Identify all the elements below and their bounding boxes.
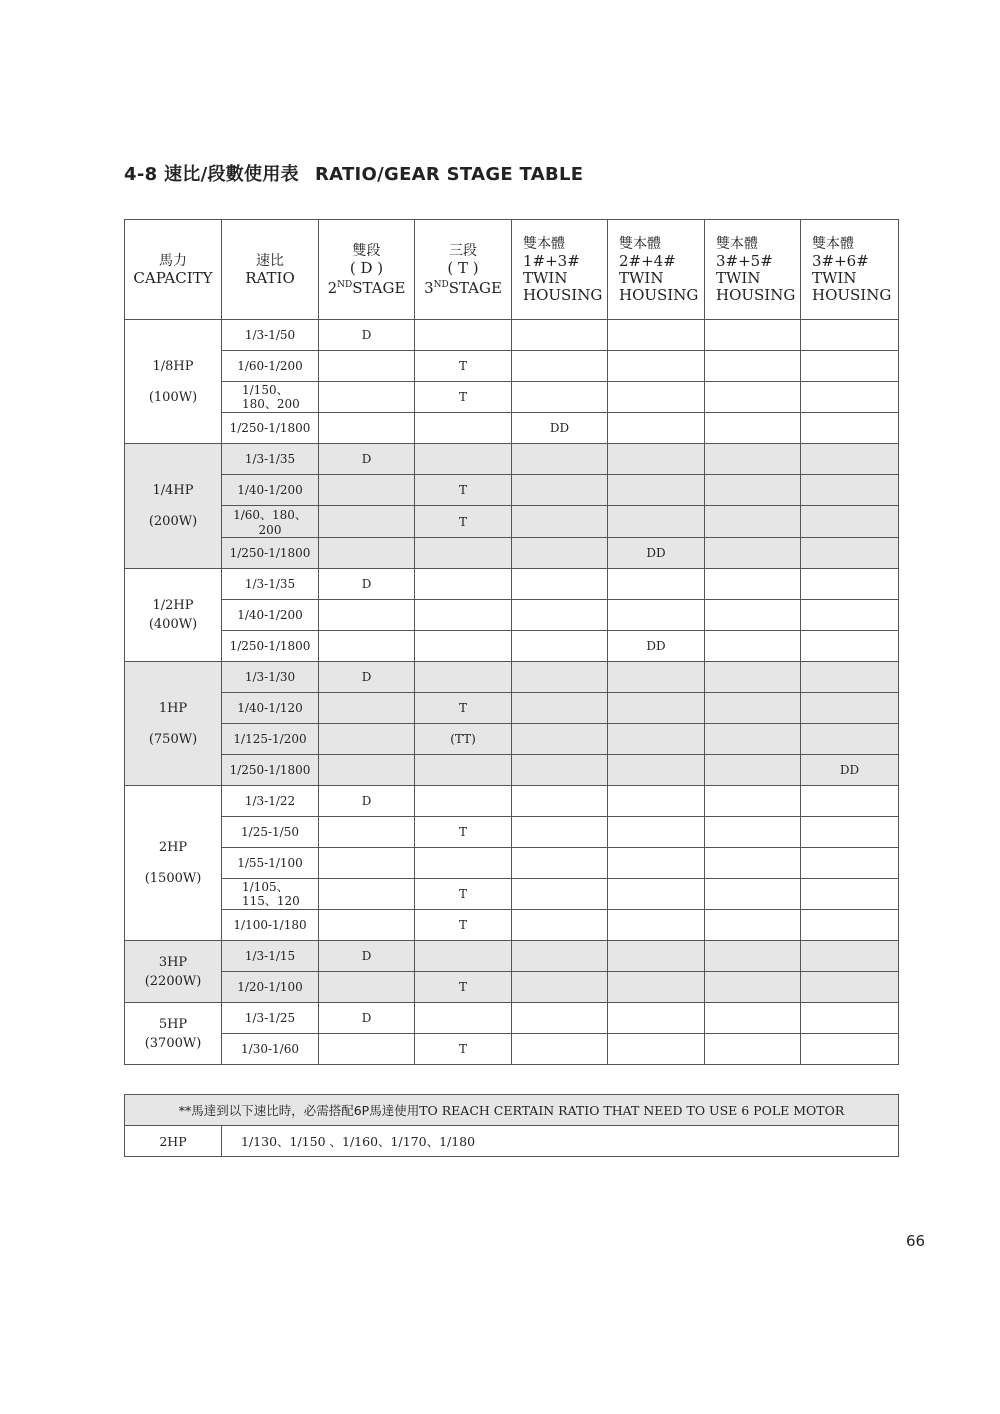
table-row xyxy=(125,351,899,382)
stage-cell xyxy=(608,1034,705,1065)
stage-cell xyxy=(608,724,705,755)
stage-cell xyxy=(608,662,705,693)
stage-cell xyxy=(415,631,512,662)
stage-cell xyxy=(608,1003,705,1034)
stage-cell xyxy=(801,569,899,600)
ratio-cell: 1/40-1/200 xyxy=(222,475,319,506)
stage-cell xyxy=(512,941,608,972)
ratio-cell: 1/3-1/22 xyxy=(222,786,319,817)
table-row xyxy=(125,662,899,693)
stage-cell: T xyxy=(415,506,512,538)
stage-cell: T xyxy=(415,817,512,848)
stage-cell xyxy=(801,600,899,631)
stage-cell xyxy=(608,320,705,351)
stage-cell xyxy=(705,972,801,1003)
table-row xyxy=(125,475,899,506)
stage-cell xyxy=(705,941,801,972)
stage-cell: D xyxy=(319,320,415,351)
stage-cell xyxy=(415,413,512,444)
stage-cell xyxy=(608,693,705,724)
table-row xyxy=(125,879,899,910)
header-capacity xyxy=(125,220,222,320)
stage-cell xyxy=(801,631,899,662)
stage-cell xyxy=(512,1003,608,1034)
stage-cell xyxy=(319,600,415,631)
header-ratio-zh: 速比 xyxy=(256,252,284,269)
header-2nd-stage-zh: 雙段 xyxy=(352,242,381,259)
stage-cell xyxy=(705,755,801,786)
ratio-cell: 1/250-1/1800 xyxy=(222,631,319,662)
stage-cell xyxy=(801,413,899,444)
ratio-cell: 1/3-1/30 xyxy=(222,662,319,693)
ratio-cell: 1/55-1/100 xyxy=(222,848,319,879)
stage-cell xyxy=(705,910,801,941)
stage-cell xyxy=(415,444,512,475)
stage-cell xyxy=(319,693,415,724)
stage-cell: D xyxy=(319,1003,415,1034)
stage-cell xyxy=(801,475,899,506)
stage-cell: T xyxy=(415,972,512,1003)
stage-cell xyxy=(319,879,415,910)
stage-cell: T xyxy=(415,910,512,941)
table-row xyxy=(125,631,899,662)
header-twin-housing-3: 雙本體 3#+5# TWIN HOUSING xyxy=(705,220,801,320)
stage-cell: T xyxy=(415,382,512,413)
header-ratio xyxy=(222,220,319,320)
stage-cell xyxy=(801,941,899,972)
note-capacity: 2HP xyxy=(125,1126,222,1157)
header-2nd-stage-code: ( D ) xyxy=(349,258,384,277)
stage-cell xyxy=(705,569,801,600)
stage-cell xyxy=(705,662,801,693)
header-capacity-zh: 馬力 xyxy=(159,252,187,269)
stage-cell xyxy=(512,569,608,600)
stage-cell xyxy=(705,320,801,351)
table-body xyxy=(125,320,899,1065)
stage-cell xyxy=(415,1003,512,1034)
table-row xyxy=(125,506,899,538)
stage-cell: DD xyxy=(608,538,705,569)
stage-cell xyxy=(801,382,899,413)
stage-cell xyxy=(512,879,608,910)
stage-cell xyxy=(512,972,608,1003)
ratio-cell: 1/60、180、200 xyxy=(222,506,319,538)
capacity-cell: 3HP (2200W) xyxy=(125,941,222,1003)
stage-cell xyxy=(512,444,608,475)
stage-cell xyxy=(415,569,512,600)
stage-cell: D xyxy=(319,786,415,817)
stage-cell: D xyxy=(319,569,415,600)
stage-cell xyxy=(415,538,512,569)
ratio-cell: 1/3-1/25 xyxy=(222,1003,319,1034)
stage-cell xyxy=(801,879,899,910)
stage-cell: D xyxy=(319,662,415,693)
table-row xyxy=(125,600,899,631)
header-2nd-stage-en: 2NDSTAGE xyxy=(327,278,406,297)
stage-cell xyxy=(512,786,608,817)
stage-cell: D xyxy=(319,941,415,972)
stage-cell xyxy=(705,879,801,910)
capacity-cell: 1/4HP (200W) xyxy=(125,444,222,569)
stage-cell: DD xyxy=(801,755,899,786)
capacity-cell: 1/8HP (100W) xyxy=(125,320,222,444)
stage-cell xyxy=(319,848,415,879)
table-row xyxy=(125,724,899,755)
stage-cell xyxy=(319,631,415,662)
ratio-cell: 1/40-1/120 xyxy=(222,693,319,724)
table-row xyxy=(125,941,899,972)
note-header-row xyxy=(125,1095,899,1126)
header-3rd-stage-zh: 三段 xyxy=(449,242,477,259)
table-row xyxy=(125,693,899,724)
stage-cell xyxy=(801,817,899,848)
stage-cell xyxy=(319,910,415,941)
stage-cell xyxy=(512,351,608,382)
stage-cell xyxy=(415,786,512,817)
stage-cell xyxy=(415,941,512,972)
stage-cell xyxy=(705,693,801,724)
stage-cell xyxy=(705,600,801,631)
stage-cell xyxy=(801,444,899,475)
stage-cell xyxy=(319,1034,415,1065)
header-2nd-stage xyxy=(319,220,415,320)
stage-cell xyxy=(705,631,801,662)
stage-cell xyxy=(415,848,512,879)
ratio-cell: 1/20-1/100 xyxy=(222,972,319,1003)
ratio-cell: 1/3-1/35 xyxy=(222,444,319,475)
note-ratios: 1/130、1/150 、1/160、1/170、1/180 xyxy=(222,1126,899,1157)
note-header: **馬達到以下速比時，必需搭配6P馬達使用TO REACH CERTAIN RATIO THAT NEED TO USE 6 POLE MOTOR xyxy=(125,1095,899,1126)
stage-cell xyxy=(608,382,705,413)
stage-cell xyxy=(801,538,899,569)
stage-cell xyxy=(608,444,705,475)
stage-cell xyxy=(705,506,801,538)
ratio-cell: 1/3-1/35 xyxy=(222,569,319,600)
stage-cell xyxy=(705,817,801,848)
stage-cell xyxy=(705,413,801,444)
stage-cell: (TT) xyxy=(415,724,512,755)
stage-cell xyxy=(705,382,801,413)
ratio-cell: 1/125-1/200 xyxy=(222,724,319,755)
stage-cell xyxy=(319,475,415,506)
capacity-cell: 5HP (3700W) xyxy=(125,1003,222,1065)
capacity-cell: 1HP (750W) xyxy=(125,662,222,786)
stage-cell xyxy=(801,506,899,538)
note-value-row xyxy=(125,1126,899,1157)
stage-cell xyxy=(512,848,608,879)
capacity-cell: 1/2HP (400W) xyxy=(125,569,222,662)
stage-cell xyxy=(512,693,608,724)
stage-cell: DD xyxy=(608,631,705,662)
stage-cell xyxy=(801,724,899,755)
table-row xyxy=(125,1034,899,1065)
table-row xyxy=(125,848,899,879)
table-row xyxy=(125,910,899,941)
header-twin-housing-2: 雙本體 2#+4# TWIN HOUSING xyxy=(608,220,705,320)
stage-cell xyxy=(512,910,608,941)
stage-cell xyxy=(512,320,608,351)
table-row xyxy=(125,382,899,413)
stage-cell xyxy=(608,786,705,817)
stage-cell xyxy=(512,662,608,693)
stage-cell xyxy=(512,538,608,569)
header-3rd-stage-code: ( T ) xyxy=(447,258,479,277)
stage-cell xyxy=(801,848,899,879)
stage-cell xyxy=(801,320,899,351)
ratio-cell: 1/40-1/200 xyxy=(222,600,319,631)
stage-cell xyxy=(608,910,705,941)
stage-cell xyxy=(319,724,415,755)
ratio-cell: 1/150、 180、200 xyxy=(222,382,319,413)
stage-cell xyxy=(415,600,512,631)
stage-cell xyxy=(512,631,608,662)
stage-cell xyxy=(512,1034,608,1065)
stage-cell xyxy=(801,351,899,382)
table-row xyxy=(125,972,899,1003)
ratio-cell: 1/25-1/50 xyxy=(222,817,319,848)
stage-cell xyxy=(415,755,512,786)
stage-cell: T xyxy=(415,1034,512,1065)
ratio-cell: 1/250-1/1800 xyxy=(222,755,319,786)
stage-cell xyxy=(801,910,899,941)
header-twin-housing-1: 雙本體 1#+3# TWIN HOUSING xyxy=(512,220,608,320)
stage-cell xyxy=(705,351,801,382)
ratio-cell: 1/3-1/50 xyxy=(222,320,319,351)
stage-cell: T xyxy=(415,351,512,382)
stage-cell xyxy=(608,848,705,879)
stage-cell xyxy=(512,817,608,848)
stage-cell xyxy=(801,972,899,1003)
stage-cell: T xyxy=(415,879,512,910)
header-capacity-en: CAPACITY xyxy=(133,268,213,287)
stage-cell xyxy=(608,475,705,506)
page-title xyxy=(124,160,583,186)
header-3rd-stage-en: 3NDSTAGE xyxy=(424,278,502,297)
capacity-cell: 2HP (1500W) xyxy=(125,786,222,941)
ratio-cell: 1/250-1/1800 xyxy=(222,538,319,569)
stage-cell xyxy=(705,538,801,569)
stage-cell xyxy=(705,724,801,755)
stage-cell xyxy=(705,786,801,817)
stage-cell xyxy=(608,755,705,786)
ratio-cell: 1/30-1/60 xyxy=(222,1034,319,1065)
ratio-cell: 1/105、 115、120 xyxy=(222,879,319,910)
stage-cell xyxy=(801,1003,899,1034)
table-row xyxy=(125,569,899,600)
ratio-cell: 1/3-1/15 xyxy=(222,941,319,972)
page-title-en: RATIO/GEAR STAGE TABLE xyxy=(314,164,584,185)
header-row xyxy=(125,220,899,320)
stage-cell xyxy=(705,475,801,506)
stage-cell xyxy=(319,413,415,444)
table-row xyxy=(125,817,899,848)
stage-cell: T xyxy=(415,475,512,506)
stage-cell xyxy=(512,382,608,413)
stage-cell xyxy=(512,724,608,755)
stage-cell xyxy=(608,600,705,631)
page-title-zh: 4-8 速比/段數使用表 xyxy=(124,164,299,185)
stage-cell: T xyxy=(415,693,512,724)
table-row xyxy=(125,786,899,817)
stage-cell xyxy=(705,444,801,475)
ratio-cell: 1/250-1/1800 xyxy=(222,413,319,444)
stage-cell xyxy=(705,848,801,879)
stage-cell: DD xyxy=(512,413,608,444)
ratio-cell: 1/60-1/200 xyxy=(222,351,319,382)
stage-cell xyxy=(608,941,705,972)
stage-cell xyxy=(608,972,705,1003)
stage-cell xyxy=(415,320,512,351)
stage-cell xyxy=(319,538,415,569)
stage-cell xyxy=(705,1034,801,1065)
stage-cell xyxy=(512,506,608,538)
ratio-stage-table xyxy=(124,219,899,1065)
table-row xyxy=(125,755,899,786)
stage-cell xyxy=(608,569,705,600)
stage-cell: D xyxy=(319,444,415,475)
header-3rd-stage xyxy=(415,220,512,320)
stage-cell xyxy=(705,1003,801,1034)
table-row xyxy=(125,538,899,569)
stage-cell xyxy=(608,351,705,382)
table-row xyxy=(125,320,899,351)
stage-cell xyxy=(801,662,899,693)
stage-cell xyxy=(608,879,705,910)
header-ratio-en: RATIO xyxy=(245,268,295,287)
stage-cell xyxy=(319,506,415,538)
table-row xyxy=(125,1003,899,1034)
stage-cell xyxy=(608,506,705,538)
page-number: 66 xyxy=(906,1232,926,1250)
six-pole-note-table xyxy=(124,1094,899,1157)
stage-cell xyxy=(319,817,415,848)
ratio-cell: 1/100-1/180 xyxy=(222,910,319,941)
stage-cell xyxy=(512,475,608,506)
stage-cell xyxy=(608,817,705,848)
stage-cell xyxy=(801,786,899,817)
stage-cell xyxy=(608,413,705,444)
stage-cell xyxy=(512,755,608,786)
stage-cell xyxy=(801,693,899,724)
table-row xyxy=(125,413,899,444)
stage-cell xyxy=(319,755,415,786)
stage-cell xyxy=(319,972,415,1003)
table-row xyxy=(125,444,899,475)
stage-cell xyxy=(319,351,415,382)
stage-cell xyxy=(801,1034,899,1065)
stage-cell xyxy=(319,382,415,413)
header-twin-housing-4: 雙本體 3#+6# TWIN HOUSING xyxy=(801,220,899,320)
stage-cell xyxy=(415,662,512,693)
stage-cell xyxy=(512,600,608,631)
